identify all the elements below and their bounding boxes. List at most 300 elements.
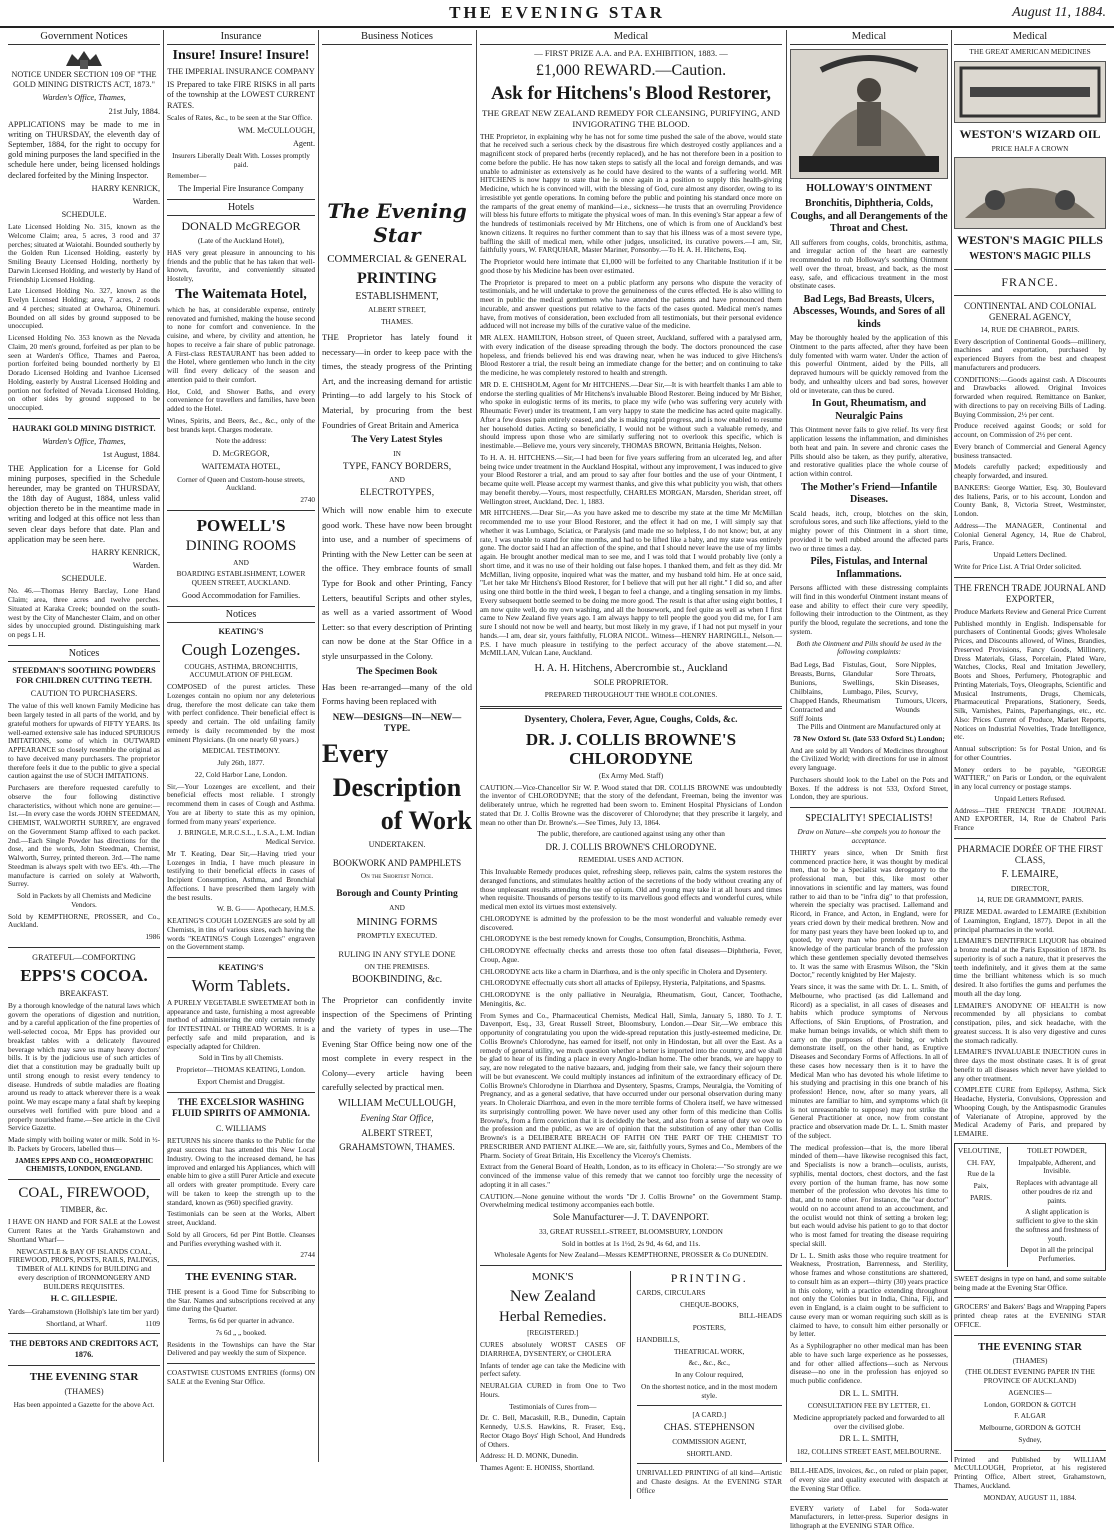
ad-title: EPPS'S COCOA. <box>20 966 148 986</box>
ad-body: The Imperial Fire Insurance Company <box>178 184 304 194</box>
ad-body: Depot in all the principal Perfumeries. <box>1020 1245 1094 1264</box>
ad-title: THE EXCELSIOR WASHING FLUID SPIRITS OF AMMONIA. <box>172 1097 310 1120</box>
ad-number: 2740 <box>300 495 315 505</box>
ad-body: COMPLETE CURE from Epilepsy, Asthma, Sick Headache, Hysteria, Convulsions, Oppression and Whooping Cough, by the Antispasmodic Granules of Valerianate of Atropine, approved by the Medical Academy of Paris, and prepared by LEMAIRE. <box>954 1085 1106 1139</box>
ad-body: Evening Star Office, <box>360 1113 434 1124</box>
column-header: Business Notices <box>322 30 472 45</box>
ad-body: ON THE PREMISES. <box>364 961 430 971</box>
ad-body: This Ointment never fails to give relief. Its very first application lessens the inflammation, and diminishes both heat and pain. In severe and chronic cases the Pills should also be taken, as they purify, alterative, and restorative qualities place the whole course of action within control. <box>790 425 948 479</box>
ad-title: THE EVENING STAR <box>29 1370 139 1383</box>
ad-title: THE DEBTORS AND CREDITORS ACT, 1876. <box>9 1339 159 1359</box>
ad-body: Has been appointed a Gazette for the above Act. <box>13 1399 155 1409</box>
ad-body: The Proprietor is prepared to meet on a public platform any persons who dispute the veracity of testimonials, and he will undertake to prove the genuineness of the cures effected. He is also willing to meet in public the medical gentlemen who have attended the patients and have pronounced them incurable, and answer questions put relative to the facts of the cases quoted. Medical men's names have, from motives of consideration, been excluded from all testimonials, but their personal evidence adduced will not increase my bills of the curative value of the medicine. <box>480 277 782 331</box>
ad-body: Purchasers should look to the Label on the Pots and Boxes. If the address is not 533, Oxford Street, London, they are spurious. <box>790 774 948 802</box>
column-header: Medical <box>790 30 948 45</box>
schedule-label: SCHEDULE. <box>61 210 107 220</box>
ad-subtitle: MEDICAL TESTIMONY. <box>202 746 280 756</box>
ad-signature: WAITEMATA HOTEL, <box>201 462 281 472</box>
ad-body: Models carefully packed; expeditiously and cheaply forwarded, and insured. <box>954 462 1106 481</box>
ad-body: Money orders to be payable, "GEORGE WATTIER," on Paris or London, or the equivalent in any local currency or postage stamps. <box>954 764 1106 792</box>
ad-body: Years since, it was the same with Dr. L. L. Smith, of Melbourne, who practised (as did Lallemand and Ricord) as a specialist, in all cases of diseases and habits which produce symptoms of Nervous Affections, of Skin Eruptions, of Prostration, and make human beings invalids, or which shift them to carry on the purposes of their being, or which demonstrate itself, on the other hand, as Eruptive Diseases and Secondary Forms of Affections. In all of these cases how necessary then is it to have the Medical Man who has devoted his whole lifetime to his studying and practising in this one branch of his profession! Hence, now, after so many years, all minutes are familiar to him, and symptoms which (it is not unreasonable to suppose) may not strike the General Practitioner at once, now from constant practice and observation made Dr. L. L. Smith master of the subject. <box>790 982 948 1140</box>
ad-body: The medical profession—that is, the more liberal minded of them—have likewise recognised this fact, and Specialists is now a branch—oculists, aurists, syphilis, mental doctors, chest doctors, and the fast every portion of the human frame, has now some member of the profession who devotes his time to that, and to none other. For instance, the "ear doctor" would on no account attend to an accouchment, and the oculist would not think of setting a broken leg; but each would advise his patient to go to that doctor who is most famed for treating the disease requiring special skill. <box>790 1142 948 1248</box>
ad-subtitle: Borough and County Printing <box>336 889 458 900</box>
ad-body: Hot, Cold, and Shower Baths, and every convenience for travellers and families, have been added to the Hotel. <box>167 386 315 414</box>
ad-title: THE EVENING STAR <box>978 1341 1082 1353</box>
ad-proprietor: H. A. H. Hitchens, Abercrombie st., Auckland <box>534 663 728 675</box>
ad-body: Unpaid Letters Refused. <box>994 793 1066 803</box>
image-caption: HOLLOWAY'S OINTMENT <box>806 183 932 194</box>
ad-title: Piles, Fistulas, and Internal Inflammations. <box>810 556 928 580</box>
ad-body: CHLORODYNE is the only palliative in Neuralgia, Rheumatism, Gout, Cancer, Toothache, Meningitis, &c. <box>480 990 782 1008</box>
ad-title: CHAS. STEPHENSON <box>663 1423 755 1434</box>
column-medical-3 <box>954 30 1106 1502</box>
ad-title: DR. J. COLLIS BROWNE'S CHLORODYNE <box>525 729 737 769</box>
ad-signature: H. C. GILLESPIE. <box>50 1294 118 1304</box>
ad-body: All sufferers from coughs, colds, bronchitis, asthma, and irregular action of the heart are earnestly recommended to rub Holloway's soothing Ointment well over the throat, breast, and back, as the most easy, safe, and efficacious treatment in the most obstinate cases. <box>790 237 948 291</box>
ad-title: TOILET POWDER, <box>1027 1145 1087 1155</box>
column-medical-1 <box>480 30 782 1495</box>
ad-title: PRINTING. <box>670 1271 748 1286</box>
ad-body: Export Chemist and Druggist. <box>197 1076 285 1086</box>
ad-title: STEEDMAN'S SOOTHING POWDERS FOR CHILDREN CUTTING TEETH. <box>12 665 156 686</box>
ad-body: AND <box>389 475 405 485</box>
ad-subtitle: (THE OLDEST EVENING PAPER IN THE PROVINCE OF AUCKLAND) <box>965 1367 1095 1386</box>
wizard-oil-engraving <box>954 61 1106 123</box>
ad-body: THAMES. <box>381 317 413 327</box>
ad-body: NEWCASTLE & BAY OF ISLANDS COAL, FIREWOOD, PROPS, POSTS, RAILS, PALINGS, TIMBER of ALL KINDS for BUILDING and every description of IRONMONGERY AND BUILDERS REQUISITES. <box>8 1246 160 1291</box>
ad-body: Sold by all Grocers, 6d per Pint Bottle. Cleanses and Purifies everything washed with it. <box>167 1229 315 1248</box>
complaints-list-col: Sore Nipples, Sore Throats, Skin Diseases, Scurvy, Tumours, Ulcers, Wounds <box>895 660 948 715</box>
ad-body: RETURNS his sincere thanks to the Public for the great success that has attended this New Local Industry. Owing to the increased demand, he has improved and enlarged his Appliances, which will enable him to give a still Purer Article and execute all orders with greater promptitude. Every care will be taken to keep the strength up to the standard, known as (960) specified gravity. <box>167 1136 315 1207</box>
ad-display: of Work <box>380 805 472 835</box>
printing-ad <box>637 1271 783 1499</box>
ad-body: Sold in Packets by all Chemists and Medicine Vendors. <box>17 891 151 909</box>
ad-title: Bronchitis, Diphtheria, Colds, Coughs, and all Derangements of the Throat and Chest. <box>790 198 948 235</box>
ad-body: ALBERT STREET, <box>368 305 426 315</box>
ad-body: In any Colour required, <box>675 1370 744 1380</box>
ad-body: Scald heads, itch, croup, blotches on the skin, scrofulous sores, and such like affections, yield to the mighty power of this Ointment in a short time, provided it be well rubbed around the affected parts two or three times a day. <box>790 508 948 553</box>
column-business-notices <box>322 30 472 1462</box>
image-caption: WESTON'S WIZARD OIL <box>959 126 1101 141</box>
ad-body: CAUTION.—None genuine without the words "Dr J. Collis Browne" on the Government Stamp. Overwhelming medical testimony accompanies each bottle. <box>480 1191 782 1210</box>
ad-date: July 26th, 1877. <box>217 758 265 768</box>
schedule-label: SCHEDULE. <box>61 574 107 584</box>
ad-title: PHARMACIE DORÉE OF THE FIRST CLASS, <box>957 843 1103 866</box>
ad-subtitle: BREAKFAST. <box>59 988 109 998</box>
ad-body: Extract from the General Board of Health, London, as to its efficacy in Cholera:—"So strongly are we convinced of the immense value of this remedy that we cannot too forcibly urge the necessity of adopting it in all cases." <box>480 1162 782 1189</box>
column-rule <box>951 30 952 1462</box>
section-header: Notices <box>8 645 160 662</box>
ad-title: THE FRENCH TRADE JOURNAL AND EXPORTER, <box>954 582 1106 604</box>
ad-signature: W. B. G—— Apothecary, H.M.S. <box>216 904 315 914</box>
ad-title: POWELL'S <box>196 515 286 535</box>
ad-label: [A CARD.] <box>692 1410 727 1420</box>
ad-body: Proprietor—THOMAS KEATING, London. <box>176 1065 306 1075</box>
column-rule <box>318 30 319 1462</box>
ad-body: Note the address: <box>215 436 267 446</box>
notice-body: APPLICATIONS may be made to me in writing on THURSDAY, the eleventh day of September, 1884, for the right to occupy for gold mining purposes the land specified in the schedule here under, being licensed holdings declared forfeited by the Mining Inspector. <box>8 119 160 180</box>
ad-body: ALBERT STREET, <box>361 1127 433 1138</box>
royal-arms-icon <box>8 48 160 70</box>
ad-body: UNRIVALLED PRINTING of all kind—Artistic and Chaste designs. At the EVENING STAR Office <box>636 1468 782 1495</box>
ad-subtitle: ESTABLISHMENT, <box>355 291 439 303</box>
ad-body: MR HITCHENS.—Dear Sir,—As you have asked me to describe my state at the time Mr McMillan recommended me to use your Blood Restorer, and the effect it had on me, I will simply say that whether it was Lumbago, Sciatica, or Paralysis (and made me so helpless, I do not know; but, at any rate, I was unable to stand for nine months, and had to be lifted like a baby, and my state was entirely gone. The doctor said I had an affection of the spine, and that I should never leave the use of my limbs again. He brought another medical man to see me, and I was told that I would probably live (only a short time, and it was no use of their holding out false hopes. I thanked them, and felt as they did. Mr McMillan, living opposite, inquired what was the matter, and my husband told him. He at once said, "Let her take Mr Hitchens's Blood Restorer, for I believe that will put her all right." I did so, and after using one third bottle in the third week, I began to feel a change, and a tingling sensation in my limbs. Every subsequent bottle seemed to be doing me more good. The result is that after using eight bottles, I am now quite well, do my own washing, and all the housework, and feel quite as well as when I first came to New Zealand five years ago. I am always happy to tell people the good you did me, for I am sure I should not now be well and hearty, but most likely in my grave, if I had not put myself in your hands.—I am, dear sir, yours faithfully, FLORA NICOL. Witness—HENRY HARINGILL, Nelson.—P.S. I have much pleasure in testifying to the perfect accuracy of the above statement.—N. McMILLAN, Vulcan Lane, Auckland. <box>480 508 782 658</box>
column-medical-2 <box>790 30 948 1531</box>
ad-body: PROMPTLY EXECUTED. <box>356 931 438 941</box>
ad-body: May be thoroughly healed by the application of this Ointment to the parts affected, after they have been duly fomented with warm water. Under the action of this powerful Ointment, aided by the Pills, all depraved humours will be quickly removed from the body, and unhealthy ulcers and bad sores, however old or inveterate, can thus be cured. <box>790 333 948 395</box>
ad-company: THE IMPERIAL INSURANCE COMPANY <box>167 67 315 77</box>
ad-body: COMMISSION AGENT, <box>672 1436 747 1446</box>
ad-body: POSTERS, <box>692 1323 726 1333</box>
ad-body: Both the Ointment and Pills should be used in the following complaints: <box>796 638 942 657</box>
ad-list: COUGHS, ASTHMA, BRONCHITIS, ACCUMULATION OF PHLEGM. <box>184 661 298 680</box>
ad-body: IN <box>393 448 401 458</box>
ad-body: By a thorough knowledge of the natural laws which govern the operations of digestion and nutrition, and by a careful application of the fine properties of well-selected cocoa, Mr Epps has provided our breakfast tables with a delicately flavoured beverage which may save us many heavy doctors' bills. It is by the judicious use of such articles of diet that a constitution may be gradually built up until strong enough to resist every tendency to disease. Hundreds of subtle maladies are floating around us ready to attack wherever there is a weak point. We may escape many a fatal shaft by keeping ourselves well fortified with pure blood and a properly nourished frame.—See article in the Civil Service Gazette. <box>8 1000 160 1133</box>
ad-body: Sold in Tins by all Chemists. <box>198 1053 284 1063</box>
column-government-notices <box>8 30 160 1462</box>
ad-body: Infants of tender age can take the Medicine with perfect safety. <box>480 1360 626 1379</box>
ad-body: Dr. C. Bell, Macaskill, R.B., Dunedin, Captain Kennedy, U.S.S. Hawkins, R. Fraser, Esq., Rector Otago Boys' High School, And Hundreds of Others. <box>480 1413 626 1449</box>
ad-body: Corner of Queen and Custom-house streets, Auckland. <box>177 474 305 493</box>
ad-body: PRIZE MEDAL awarded to LEMAIRE (Exhibition of Leamington, England, 1877). Depot in all the principal pharmacies in the world. <box>954 907 1106 934</box>
ad-title: SPECIALITY! SPECIALISTS! <box>805 813 933 825</box>
ad-body: Thames Agent: E. HONISS, Shortland. <box>480 1463 595 1473</box>
ad-body: 22, Cold Harbor Lane, London. <box>194 769 288 779</box>
notice-signature: HARRY KENRICK, <box>91 183 160 193</box>
ad-subtitle: The Specimen Book <box>356 666 438 677</box>
notice-title: NOTICE UNDER SECTION 109 OF "THE GOLD MINING DISTRICTS ACT, 1873." <box>11 70 157 90</box>
ad-subtitle: Sole Manufacturer—J. T. DAVENPORT. <box>553 1213 709 1224</box>
ad-body: 182, COLLINS STREET EAST, MELBOURNE. <box>796 1446 942 1456</box>
ad-brand: KEATING'S <box>218 627 264 636</box>
ad-body: THE Proprietor, in explaining why he has not for some time pushed the sale of the above, would state that he received such a serious check by the disastrous fire which destroyed costly appliances and a magnificent stock of prepared herbs (recently replaced), and he has not therefore been in a position to come before the public. He has now taken steps to satisfy all the local and foreign demands, and was unable to administer as extensively as he could have desired to the wants of a suffering world. MR HITCHENS is now happy to state that he is once again in a position to supply this health-giving Medicine, which he is convinced will, with the blessing of God, cure almost any disorder, owing to its irresistible yet gentle operations. In coming before the public and pointing his standard once more on the ramparts of the great enemy of mankind—i.e., sickness—he trusts that an overruling Providence will bless his future efforts to mitigate the physical woes of man. In this evening's Star appear a few of the hundreds of testimonials received by Mr Hitchens, one of which is from one of Auckland's best known citizens. It requires no further comment than to say that his illness was of a most severe type, baffling the skill of medical men, while other judges, unsolicited, its curative powers.—I am, Sir, faithfully yours, W. FARQUHAR, Master Mariner, Ponsonby.—To H. A. H. Hitchens, Esq. <box>480 131 782 255</box>
ad-subtitle: THE GREAT NEW ZEALAND REMEDY FOR CLEANSING, PURIFYING, AND INVIGORATING THE BLOOD. <box>482 107 780 129</box>
ad-subtitle: REMEDIAL USES AND ACTION. <box>578 855 684 865</box>
ad-title: VELOUTINE, <box>958 1145 1002 1155</box>
ad-body: LEMAIRE'S ANODYNE OF HEALTH is now recommended by all physicians to combat constipation, piles, and sick headache, with the greatest success. It is also very digestive and cures the stomach radically. <box>954 1000 1106 1045</box>
holloway-engraving <box>790 49 948 179</box>
ad-subtitle: (Ex Army Med. Staff) <box>598 770 664 780</box>
ad-signature: DR L. L. SMITH. <box>839 1388 899 1398</box>
ad-body: Scales of Rates, &c., to be seen at the Star Office. <box>167 112 313 122</box>
ad-body: Every description of Continental Goods—millinery, machines and exportation, purchased by experienced Buyers from the best and cheapest manufacturers and producers. <box>954 336 1106 372</box>
ad-title: Bad Legs, Bad Breasts, Ulcers, Abscesses, Wounds, and Sores of all kinds <box>792 294 946 330</box>
ad-body: The Proprietor can confidently invite inspection of the Specimens of Printing and the variety of types in use—The Evening Star Office being now one of the most complete in every respect in the Colony—every article having been carefully selected by practical men. <box>322 994 472 1093</box>
ad-body: COMPOSED of the purest articles. These Lozenges contain no opium nor any deleterious drug, therefore the most delicate can take them with perfect confidence. Their beneficial effect is speedy and certain. The old unfailing family remedy is daily recommended by the most eminent Physicians. (In one nearly 60 years.) <box>167 682 315 744</box>
ad-body: 7s 6d „ „ booked. <box>215 1327 267 1337</box>
ad-body: 33, GREAT RUSSELL-STREET, BLOOMSBURY, LONDON <box>539 1226 723 1236</box>
ad-body: AND <box>233 557 249 567</box>
ad-body: BOARDING ESTABLISHMENT, LOWER QUEEN STREET, AUCKLAND. <box>176 569 306 588</box>
ad-body: MR D. E. CHISHOLM, Agent for Mr HITCHENS.—Dear Sir,—It is with heartfelt thanks I am able to endorse the sterling qualities of Mr Hitchens's invaluable Blood Restorer. Being induced by Mr Bisher, who spoke in eulogistic terms of its merits, to place my wife (who was suffering very acutely with Rheumatic Fever) under its treatment, I am very happy to state the medicine has acted quite magically. After a few doses pain entirely ceased, and she is making rapid progress, and is now enabled to resume her household duties. Acting so beneficially, I would not be without such a valuable remedy, and should impress upon those who are similarly suffering not to overlook this specific, which is inestimable.—Believe me, yours very sincerely, THOMAS BROWN, Brittania Heights, Nelson. <box>480 379 782 451</box>
ad-subtitle: Draw on Nature—she compels you to honour the acceptance. <box>797 827 941 846</box>
ad-body: KEATING'S COUGH LOZENGES are sold by all Chemists, in tins of various sizes, each having the words "KEATING'S Cough Lozenges" engraven on the Government stamp. <box>167 916 315 952</box>
image-caption: WESTON'S MAGIC PILLS <box>969 251 1091 263</box>
ad-body: A PURELY VEGETABLE SWEETMEAT both in appearance and taste, furnishing a most agreeable method of administering the only certain remedy for INTESTINAL or THREAD WORMS. It is a perfectly safe and mild preparation, and is especially adapted for Children. <box>167 997 315 1051</box>
ad-body: &c., &c., &c., <box>688 1358 730 1368</box>
ad-body: SWEET designs in type on hand, and some suitable being made at the Evening Star Office. <box>954 1273 1106 1292</box>
ad-body: This Invaluable Remedy produces quiet, refreshing sleep, relieves pain, calms the system restores the deranged functions, and stimulates healthy action of the secretions of the body without creating any of those unpleasant results attending the use of opium. Old and young may take it at all hours and times when requisite. Thousands of persons testify to its marvellous good effects and wonderful cures, while medical men extol its virtues most extensively. <box>480 867 782 912</box>
masthead <box>0 0 1114 28</box>
ad-body: I HAVE ON HAND and FOR SALE at the Lowest Current Rates at the Yards Grahamstown and Shortland Wharf— <box>8 1217 160 1244</box>
ad-body: THEATRICAL WORK, <box>673 1346 745 1356</box>
imprint-date: MONDAY, AUGUST 11, 1884. <box>983 1492 1077 1502</box>
ad-body: BILL-HEADS <box>739 1311 782 1321</box>
notice-role: Warden. <box>132 196 160 206</box>
ad-body: CURES absolutely WORST CASES OF DIARRHŒA, DYSENTERY, or CHOLERA <box>480 1340 626 1358</box>
ad-tagline: GRATEFUL—COMFORTING <box>32 952 136 962</box>
schedule-item: Licensed Holding No. 353 known as the Nevada Claim, 20 men's ground, forfeited as per plan to be seen at Warden's Office, Thames and Paeroa, portion forfeited being bounded northerly by El Dorado Licensed Holding and Ivanhoe Licensed Holding, easterly by Austral Licensed Holding and portion not forfeited of Nevada Licensed Holding, on other sides by ground supposed to be unoccupied. <box>8 333 160 413</box>
ad-body: COASTWISE CUSTOMS ENTRIES (forms) ON SALE at the Evening Star Office. <box>167 1368 315 1386</box>
ad-subtitle: (Late of the Auckland Hotel), <box>197 236 285 246</box>
ad-signature: WM. McCULLOUGH, <box>237 125 315 135</box>
ad-body: Yards—Grahamstown (Hollship's late tim ber yard) <box>8 1306 159 1316</box>
notice-date: 1st August, 1884. <box>102 450 160 460</box>
ad-body: Rue de la <box>967 1169 995 1179</box>
ad-body: BOOKWORK AND PAMPHLETS <box>332 858 462 869</box>
ad-subtitle: CAUTION TO PURCHASERS. <box>30 689 138 699</box>
ad-title: DINING ROOMS <box>185 538 297 555</box>
ad-body: CHEQUE-BOOKS, <box>679 1299 739 1309</box>
ad-body: BILL-HEADS, invoices, &c., on ruled or plain paper, of every size and quality executed with despatch at the Evening Star Office. <box>790 1466 948 1493</box>
ad-subtitle: SOLE PROPRIETOR. <box>593 678 669 688</box>
schedule-item: Late Licensed Holding No. 327, known as the Evelyn Licensed Holding; area, 7 acres, 2 roods and 4 perches; situated at Owharoa, Ohinemuri. Bounded on all sides by ground supposed to be unoccupied. <box>8 286 160 331</box>
ad-body: Produce received against Goods; or sold for account, on Commission of 2½ per cent. <box>954 421 1106 440</box>
column-rule <box>786 30 787 1462</box>
ad-body: Purchasers are therefore requested carefully to observe the four following distinctive characteristics, without which none are genuine:— 1st.—In every case the words JOHN STEEDMAN, CHEMIST, WALWORTH SURREY, are engraved on the Government Stamp affixed to each packet. 2nd.—Each Single Powder has directions for the dose, and the words, John Steedman, Chemist, Walworth, Surrey, printed thereon. 3rd.—The name Steedman is always spelt with two EE's. 4th.—The manufacture is carried on solely at Walworth, Surrey. <box>8 783 160 889</box>
ad-body: London, GORDON & GOTCH <box>983 1399 1077 1409</box>
notice-title: HAURAKI GOLD MINING DISTRICT. <box>12 423 156 433</box>
notice-role: Warden. <box>132 561 160 571</box>
ad-body: Every branch of Commercial and General Agency business transacted. <box>954 441 1106 460</box>
ad-body: CHLORODYNE is the best remedy known for Coughs, Consumption, Bronchitis, Asthma. <box>480 934 746 944</box>
ad-body: THIRTY years since, when Dr Smith first commenced practice here, it was thought by medical men, that to be a Specialist was derogatory to the professional man, but this, like most other innovations in scientific and lay matters, was found rather to aid than to be "infra dig" to that profession, wherein the specialty was practised. Lallemand and Ricord, in France, and Acton, in England, were for years cried down by their medical brethren. Now and for many past years they have been looked up to, and quoted, by every man who pretends to have any knowledge of the particular branch of the profession which these gentlemen specially devoted themselves to. It was the same with Erasmus Wilson, the "Skin Doctor," recently knighted by Her Majesty. <box>790 847 948 980</box>
ad-subtitle: The Very Latest Styles <box>351 435 443 446</box>
ad-body: THE Proprietor has lately found it necessary—in order to keep pace with the times, the steady progress of the Printing Art, and the increasing demand for artistic Printing—to add largely to his Stock of Material, by procuring from the best Foundries of Great Britain and America <box>322 331 472 430</box>
ad-brand: KEATING'S <box>218 963 264 973</box>
ad-title: Herbal Remedies. <box>499 1309 607 1326</box>
ad-firm: JAMES EPPS AND CO., HOMŒOPATHIC CHEMISTS, LONDON, ENGLAND. <box>14 1155 154 1174</box>
ad-body: THE present is a Good Time for Subscribing to the Star. Names and subscriptions received at any time during the Quarter. <box>167 1286 315 1314</box>
ad-title: In Gout, Rheumatism, and Neuralgic Pains <box>811 398 927 422</box>
ad-body: Persons afflicted with these distressing complaints will find in this wonderful Ointment instant means of ease and ability to effect their cure very speedily, following their introduction to the Ointment, as they purify the blood, regulate the secretions, and tone the system. <box>790 583 948 636</box>
ad-signature: DR L. L. SMITH, <box>839 1434 899 1444</box>
ad-title: Insure! Insure! Insure! <box>172 48 310 63</box>
ad-body: Sir,—Your Lozenges are excellent, and their beneficial effects most reliable. I strongly recommend them in cases of Cough and Asthma. You are at liberty to state this as my opinion, formed from many years' experience. <box>167 781 315 826</box>
ad-body: Impalpable, Adherent, and Invisible. <box>1018 1157 1096 1176</box>
ad-body: On the shortest notice, and in the most modern style. <box>641 1381 778 1400</box>
ad-body: The value of this well known Family Medicine has been largely tested in all parts of the world, and by grateful mothers for upwards of FIFTY YEARS. Its well-earned extensive sale has induced SPURIOUS IMITATIONS, some of which in OUTWARD APPEARANCE so closely resemble the original as to have deceived many purchasers. The proprietor therefore feels it due to the public to give a special caution against the use of SUCH IMITATIONS. <box>8 701 160 781</box>
ad-body: Published monthly in English. Indispensable for purchasers of Continental Goods; gives Wholesale Prices, and Discounts allowed, of Wines, Brandies, Preserved Provisions, Fancy Goods, Millinery, Dress Materials, Glass, Porcelain, Plated Ware, Watches, Clocks, Real and Imitation Jewellery, Boots and Shoes, Perfumery, Photographic and Printing Materials, Toys, Oleographs, Scientific and Musical Instruments, Drugs, Chemicals, Pharmaceutical Preparations, Stationery, Seeds, Silk, Varnishes, Paints, Paperhangings, etc., etc. Also: Prices Current of Produce, Market Reports, Notices on Industrial Novelties, Trade Intelligence, etc. <box>954 618 1106 742</box>
ad-body: Remember— <box>167 171 207 181</box>
ad-body: CAUTION.—Vice-Chancellor Sir W. P. Wood stated that DR. COLLIS BROWNE was undoubtedly the inventor of CHLORODYNE; that the story of the defendant, Freeman, being the inventor was deliberately untrue, which he regretted had been sworn to. Eminent Hospital Physicians of London stated that Dr. J. Collis Browne was the discoverer of Chlorodyne; that they prescribe it largely, and mean no other than Dr. Browne's.—See Times, July 13, 1864. <box>480 782 782 827</box>
complaints-list-col: Bad Legs, Bad Breasts, Burns, Bunions, Chilblains, Chapped Hands, Contracted and Stiff Joints <box>790 660 840 724</box>
ad-subtitle: UNDERTAKEN. <box>368 840 426 850</box>
ad-subtitle: (THAMES) <box>64 1387 104 1397</box>
ad-number: 1986 <box>145 932 160 942</box>
ad-address: 14, RUE DE CHABROL, PARIS. <box>980 324 1080 334</box>
ad-body: Dr L. L. Smith asks those who require treatment for Weakness, Prostration, Barrenness, and Sterility, whose frames and whose constitutions are shattered, to consult him as an expert—thirty (30) years practice in this colony, with a practice extending throughout not only the Colonies but in India, China, Fiji, and even in England, is a claim ought to be sufficient to cause every man or woman requiring such skill as is claimed to have, to consult him either personally or by letter. <box>790 1250 948 1339</box>
ad-body: Made simply with boiling water or milk. Sold in ½-lb. Packets by Grocers, labelled thus— <box>8 1135 160 1153</box>
column-header: Insurance <box>167 30 315 45</box>
image-caption: PRICE HALF A CROWN <box>991 143 1069 153</box>
ad-body: Good Accommodation for Families. <box>181 590 301 600</box>
ad-subtitle: F. LEMAIRE, <box>1001 869 1059 881</box>
ad-body: Wines, Spirits, and Beers, &c., &c., only of the best brands kept. Charges moderate. <box>167 415 315 434</box>
ad-subtitle: NEW—DESIGNS—IN—NEW—TYPE. <box>332 711 462 734</box>
ad-body: Has been re-arranged—many of the old Forms having been replaced with <box>322 682 472 707</box>
ad-body: Melbourne, GORDON & GOTCH <box>979 1423 1081 1433</box>
ad-body: CHLORODYNE acts like a charm in Diarrhœa, and is the only specific in Cholera and Dysentery. <box>480 966 768 976</box>
imprint: Printed and Published by WILLIAM McCULLOUGH, Proprietor, at his registered Printing Office, Albert street, Grahamstown, Thames, Auckland. <box>954 1454 1106 1490</box>
ad-body: BANKERS: George Wattier, Esq. 30, Boulevard des Italiens, Paris, or to his account, London and County Bank, 8, Victoria Street, Westminster, London. <box>954 482 1106 519</box>
ad-title: Dysentery, Cholera, Fever, Ague, Coughs, Colds, &c. <box>524 715 738 726</box>
ad-body: Unpaid Letters Declined. <box>993 550 1067 560</box>
ad-body: Sold in bottles at 1s 1½d, 2s 9d, 4s 6d, and 11s. <box>561 1238 701 1248</box>
ad-subtitle: BOOKBINDING, &c. <box>351 974 443 986</box>
ad-title: MONK'S <box>531 1271 574 1284</box>
ad-title: Cough Lozenges. <box>181 640 301 660</box>
ad-subtitle: TIMBER, &c. <box>60 1205 108 1215</box>
notice-place: Warden's Office, Thames, <box>42 437 126 447</box>
ad-body: IS Prepared to take FIRE RISKS in all parts of the township at the LOWEST CURRENT RATES. <box>167 80 315 110</box>
ad-body: PARIS. <box>970 1192 992 1202</box>
ad-body: LEMAIRE'S INVALUABLE INJECTION cures in three days the most obstinate cases. It is of great benefit to all diseases which never have yielded to any other treatment. <box>954 1047 1106 1083</box>
ad-body: F. ALGAR <box>1014 1411 1046 1421</box>
ad-body: GROCERS' and Bakers' Bags and Wrapping Papers printed cheap rates at the EVENING STAR OFFICE. <box>954 1302 1106 1329</box>
notice-date: 21st July, 1884. <box>108 106 160 116</box>
ad-title: DONALD McGREGOR <box>181 219 301 234</box>
column-header: Medical <box>480 30 782 45</box>
ad-body: The Proprietor would here intimate that £1,000 will be forfeited to any Charitable Institution if it be good those by his Medicine has been over estimated. <box>480 257 782 275</box>
ad-subtitle: DR. J. COLLIS BROWNE'S CHLORODYNE. <box>545 842 717 853</box>
paper-title: The Evening Star <box>327 199 467 247</box>
masthead-title: THE EVENING STAR <box>449 3 665 22</box>
ad-body: Which will now enable him to execute good work. These have now been brought into use, and a number of specimens of Printing with the New Letter can be seen at the office. They embrace founts of small Type for Book and other Printing, Fancy Letters, beautiful Scripts and other styles, as well as a varied assortment of Wood Letter: so that every description of Printing can now be done at the Star Office in a style unsurpassed in the Colony. <box>322 504 472 662</box>
ad-body: HAS very great pleasure in announcing to his friends and the public that he has taken that well-known, favorite, and conveniently situated Hostelry, <box>167 247 315 284</box>
ad-subtitle: (THAMES) <box>1012 1355 1048 1365</box>
ad-title: The Mother's Friend—Infantile Diseases. <box>800 481 938 506</box>
section-header: Hotels <box>167 199 315 216</box>
ad-body: NEURALGIA CURED in from One to Two Hours. <box>480 1381 626 1399</box>
complaints-list-col: Fistulas, Gout, Glandular Swellings, Lumbago, Piles, Rheumatism <box>842 660 892 706</box>
ad-signature: D. McGREGOR, <box>212 449 270 459</box>
ad-body: The public, therefore, are cautioned against using any other than <box>537 829 725 839</box>
ad-address: 14, RUE DE GRAMMONT, PARIS. <box>976 895 1084 905</box>
ad-title: Worm Tablets. <box>191 976 291 996</box>
ad-body: From Symes and Co., Pharmaceutical Chemists, Medical Hall, Simla, January 5, 1880. To J. T. Davenport, Esq., 33, Great Russell Street, Bloomsbury, London.—Dear Sir,—We embrace this opportunity of congratulating you upon the wide-spread reputation this justly-esteemed medicine, Dr. Collis Browne's Chlorodyne, has earned for itself, not only in Hindostan, but all over the East. As a remedy of general utility, we much question whether a better is imported into the country, and we shall be glad to hear of its finding a place in every Anglo-Indian home. The other brands, we are happy to say, are now relegated to the native bazaars, and, judging from their sale, we fancy their sojourn there will be but evanescent. We could multiply instances ad infinitum of the extraordinary efficacy of Dr. Collis Browne's Chlorodyne in Diarrhœa and Dysentery, Spasms, Cramps, Neuralgia, the Vomiting of Pregnancy, and as a general sedative, that have occurred under our personal observation during many years. In Choleraic Diarrhœa, and even in the more terrible forms of Cholera itself, we have witnessed its surprisingly controlling power. We have never used any other form of this medicine than Collis Browne's, from a firm conviction that it is decidedly the best, and also from a sense of duty we owe to the profession and the public, as we are of opinion that the substitution of any other than Collis Browne's is a DELIBERATE BREACH OF FAITH ON THE PART OF THE CHEMIST TO PRESCRIBER AND PATIENT ALIKE.—We are, sir, faithfully yours, Symes and Co., Members of the Pharm. Society of Great Britain, His Excellency the Viceroy's Chemists. <box>480 1010 782 1160</box>
ad-body: Replaces with advantage all other poudres de riz and paints. <box>1016 1178 1098 1205</box>
ad-title: The Waitemata Hotel, <box>175 286 307 302</box>
ad-body: And are sold by all Vendors of Medicines throughout the Civilized World; with directions for use in almost every language. <box>790 745 948 773</box>
ad-tagline: — FIRST PRIZE A.A. and P.A. EXHIBITION, 1883. — <box>534 48 728 58</box>
ad-body: SHORTLAND. <box>686 1448 733 1458</box>
ad-body: Write for Price List. A Trial Order solicited. <box>954 561 1082 571</box>
ad-title: COAL, FIREWOOD, <box>18 1185 150 1202</box>
ad-body: Address—The MANAGER, Continental and Colonial General Agency, 14, Rue de Chabrol, Paris, France. <box>954 520 1106 548</box>
ad-body: Shortland, at Wharf. <box>46 1319 108 1329</box>
ad-body: Testimonials of Cures from— <box>509 1401 597 1411</box>
ad-body: On the Shortest Notice. <box>360 871 434 881</box>
ad-body: Insurers Liberally Dealt With. Losses promptly paid. <box>172 150 310 169</box>
ad-body: 78 New Oxford St. (late 533 Oxford St.) London; <box>793 733 945 743</box>
schedule-item: No. 46.—Thomas Henry Barclay, Lone Hand Claim; area, three acres and twelve perches. Situated at Karaka Creek; bounded on the south-west by the City of Manchester Claim, and on other sides by unoccupied ground. Distinguishing mark on pegs L H. <box>8 586 160 640</box>
column-rule <box>163 30 164 1462</box>
magic-pills-engraving <box>954 157 1106 229</box>
ad-body: CHLORODYNE effectually checks and arrests those too often fatal diseases—Diphtheria, Fever, Croup, Ague. <box>480 946 782 964</box>
ad-title: PRINTING <box>356 269 437 287</box>
ad-display: Description <box>332 772 462 802</box>
ad-body: A slight application is sufficient to give to the skin the softness and freshness of youth. <box>1015 1207 1099 1243</box>
ad-title: COMMERCIAL & GENERAL <box>327 253 467 265</box>
ad-body: LEMAIRE'S DENTIFRICE LIQUOR has obtained a bronze medal at the Paris Exposition of 1878. Its superiority is of such a nature, that it preserves the teeth indefinitely, and it gives them at the same time the brilliant whiteness which is so much desired. It also fortifies the gums and perfumes the mouth all the day long. <box>954 936 1106 998</box>
notice-body: THE Application for a License for Gold mining purposes, specified in the Schedule hereunder, may be granted on THURSDAY, the 18th day of August, 1884, unless valid objection thereto be in the meantime made in writing and lodged at this office not less than seven clear days before that date. Plan and application may be seen here. <box>8 463 160 544</box>
ad-body: ELECTROTYPES, <box>359 488 435 499</box>
ad-body: Address—THE FRENCH TRADE JOURNAL AND EXPORTER, 14, Rue de Chabrol Paris France <box>954 805 1106 833</box>
ad-body: Sold by KEMPTHORNE, PROSSER, and Co., Auckland. <box>8 911 160 930</box>
ad-body: Mr T. Keating, Dear Sir,—Having tried your Lozenges in India, I have much pleasure in testifying to their beneficial effects in cases of Incipient Consumption, Asthma, and Bronchial Affections. I have prescribed them largely with the best results. <box>167 848 315 902</box>
ad-body: Paix, <box>973 1181 989 1191</box>
image-caption: THE GREAT AMERICAN MEDICINES <box>969 47 1091 56</box>
ad-body: PREPARED THROUGHOUT THE WHOLE COLONIES. <box>544 690 718 700</box>
ad-signature: J. BRINGLE, M.R.C.S.L., L.S.A., L.M. Indian Medical Service. <box>177 828 315 847</box>
ad-body: Medicine appropriately packed and forwarded to all over the civilised globe. <box>793 1412 945 1431</box>
ad-body: DIRECTOR, <box>1010 883 1050 893</box>
ad-body: HANDBILLS, <box>636 1334 680 1344</box>
ad-body: Wholesale Agents for New Zealand—Messrs KEMPTHORNE, PROSSER & Co DUNEDIN. <box>494 1250 768 1260</box>
image-caption: WESTON'S MAGIC PILLS <box>957 233 1103 248</box>
ad-title: THE EVENING STAR. <box>185 1271 297 1284</box>
ad-title: CONTINENTAL AND COLONIAL GENERAL AGENCY, <box>964 300 1096 322</box>
ad-subtitle: Produce Markets Review and General Price Current <box>954 606 1106 616</box>
ad-body: CHLORODYNE effectually cuts short all attacks of Epilepsy, Hysteria, Palpitations, and Spasms. <box>480 978 766 988</box>
column-header: Medical <box>954 30 1106 45</box>
ad-title: Ask for Hitchens's Blood Restorer, <box>491 82 771 104</box>
ad-signature: C. WILLIAMS <box>215 1124 267 1134</box>
complaints-list <box>790 660 948 723</box>
ad-body: CHLORODYNE is admitted by the profession to be the most wonderful and valuable remedy ever discovered. <box>480 913 782 932</box>
ad-role: Agent. <box>292 138 315 148</box>
ad-title: New Zealand <box>509 1287 596 1305</box>
notice-place: Warden's Office, Thames, <box>42 93 126 103</box>
ad-title: £1,000 REWARD.—Caution. <box>535 61 727 79</box>
monk-ad <box>480 1271 631 1499</box>
ad-body: CONSULTATION FEE BY LETTER, £1. <box>807 1401 931 1411</box>
ad-subtitle: [REGISTERED.] <box>527 1328 579 1338</box>
ad-body: AGENCIES— <box>1008 1387 1052 1397</box>
ad-body: Residents in the Townships can have the Star Delivered and pay weekly the sum of Sixpence. <box>167 1339 315 1358</box>
ad-body: Terms, 6s 6d per quarter in advance. <box>187 1316 295 1326</box>
ad-body: RULING IN ANY STYLE DONE <box>338 949 456 960</box>
section-title: FRANCE. <box>1001 274 1059 289</box>
ad-body: CARDS, CIRCULARS <box>636 1287 706 1297</box>
ad-display: Every <box>322 739 389 769</box>
ad-number: 2744 <box>300 1250 315 1260</box>
section-header: Notices <box>167 606 315 623</box>
ad-body: Sydney, <box>1018 1434 1042 1444</box>
ad-body: EVERY variety of Label for Soda-water Manufacturers, in letter-press. Superior designs in lithograph at the EVENING STAR Office. <box>790 1503 948 1531</box>
ad-body: MR ALEX. HAMILTON, Hobson street, of Queen street, Auckland, suffered with a paralysed arm, with every indication of the disease spreading through the body. The doctors pronounced the case hopeless, and friends believed his end was drawing near, when he was induced to give Hitchens's Blood Restorer a trial, the result being an immediate change for the better; and on continuing to take the medicine, he was completely restored to health and strength. <box>480 333 782 378</box>
ad-body: Annual subscription: 5s for Postal Union, and 6s for other Countries. <box>954 744 1106 762</box>
ad-body: To H. A. H. HITCHENS.—Sir,—I had been for five years suffering from an ulcerated leg, and after being twice under treatment in the Auckland Hospital, without any improvement, I was induced to give your Blood Restorer a trial, and am proud to say after four bottles and the use of your Ointment, I became quite well. Please accept my warmest thanks, and give this what publicity you wish, that others may benefit thereby.—Yours, most respectfully, CHARLES MORGAN, Marsden, Sheridan street, off Wellington street, Auckland, Dec. 1, 1883. <box>480 452 782 506</box>
ad-body: CONDITIONS:—Goods against cash. A Discounts and Drawbacks allowed. Original Invoices forwarded when required. Remittance on Banker, with directions to pay on receiving Bills of Lading. Buying Commission, 2½ per cent. <box>954 374 1106 419</box>
ad-body: Testimonials can be seen at the Works, Albert street, Auckland. <box>167 1209 315 1228</box>
ad-body: CH. FAY, <box>966 1157 996 1167</box>
notice-signature: HARRY KENRICK, <box>91 547 160 557</box>
masthead-date: August 11, 1884. <box>1012 5 1106 20</box>
ad-number: 1109 <box>145 1319 160 1329</box>
ad-signature: WILLIAM McCULLOUGH, <box>338 1098 456 1110</box>
